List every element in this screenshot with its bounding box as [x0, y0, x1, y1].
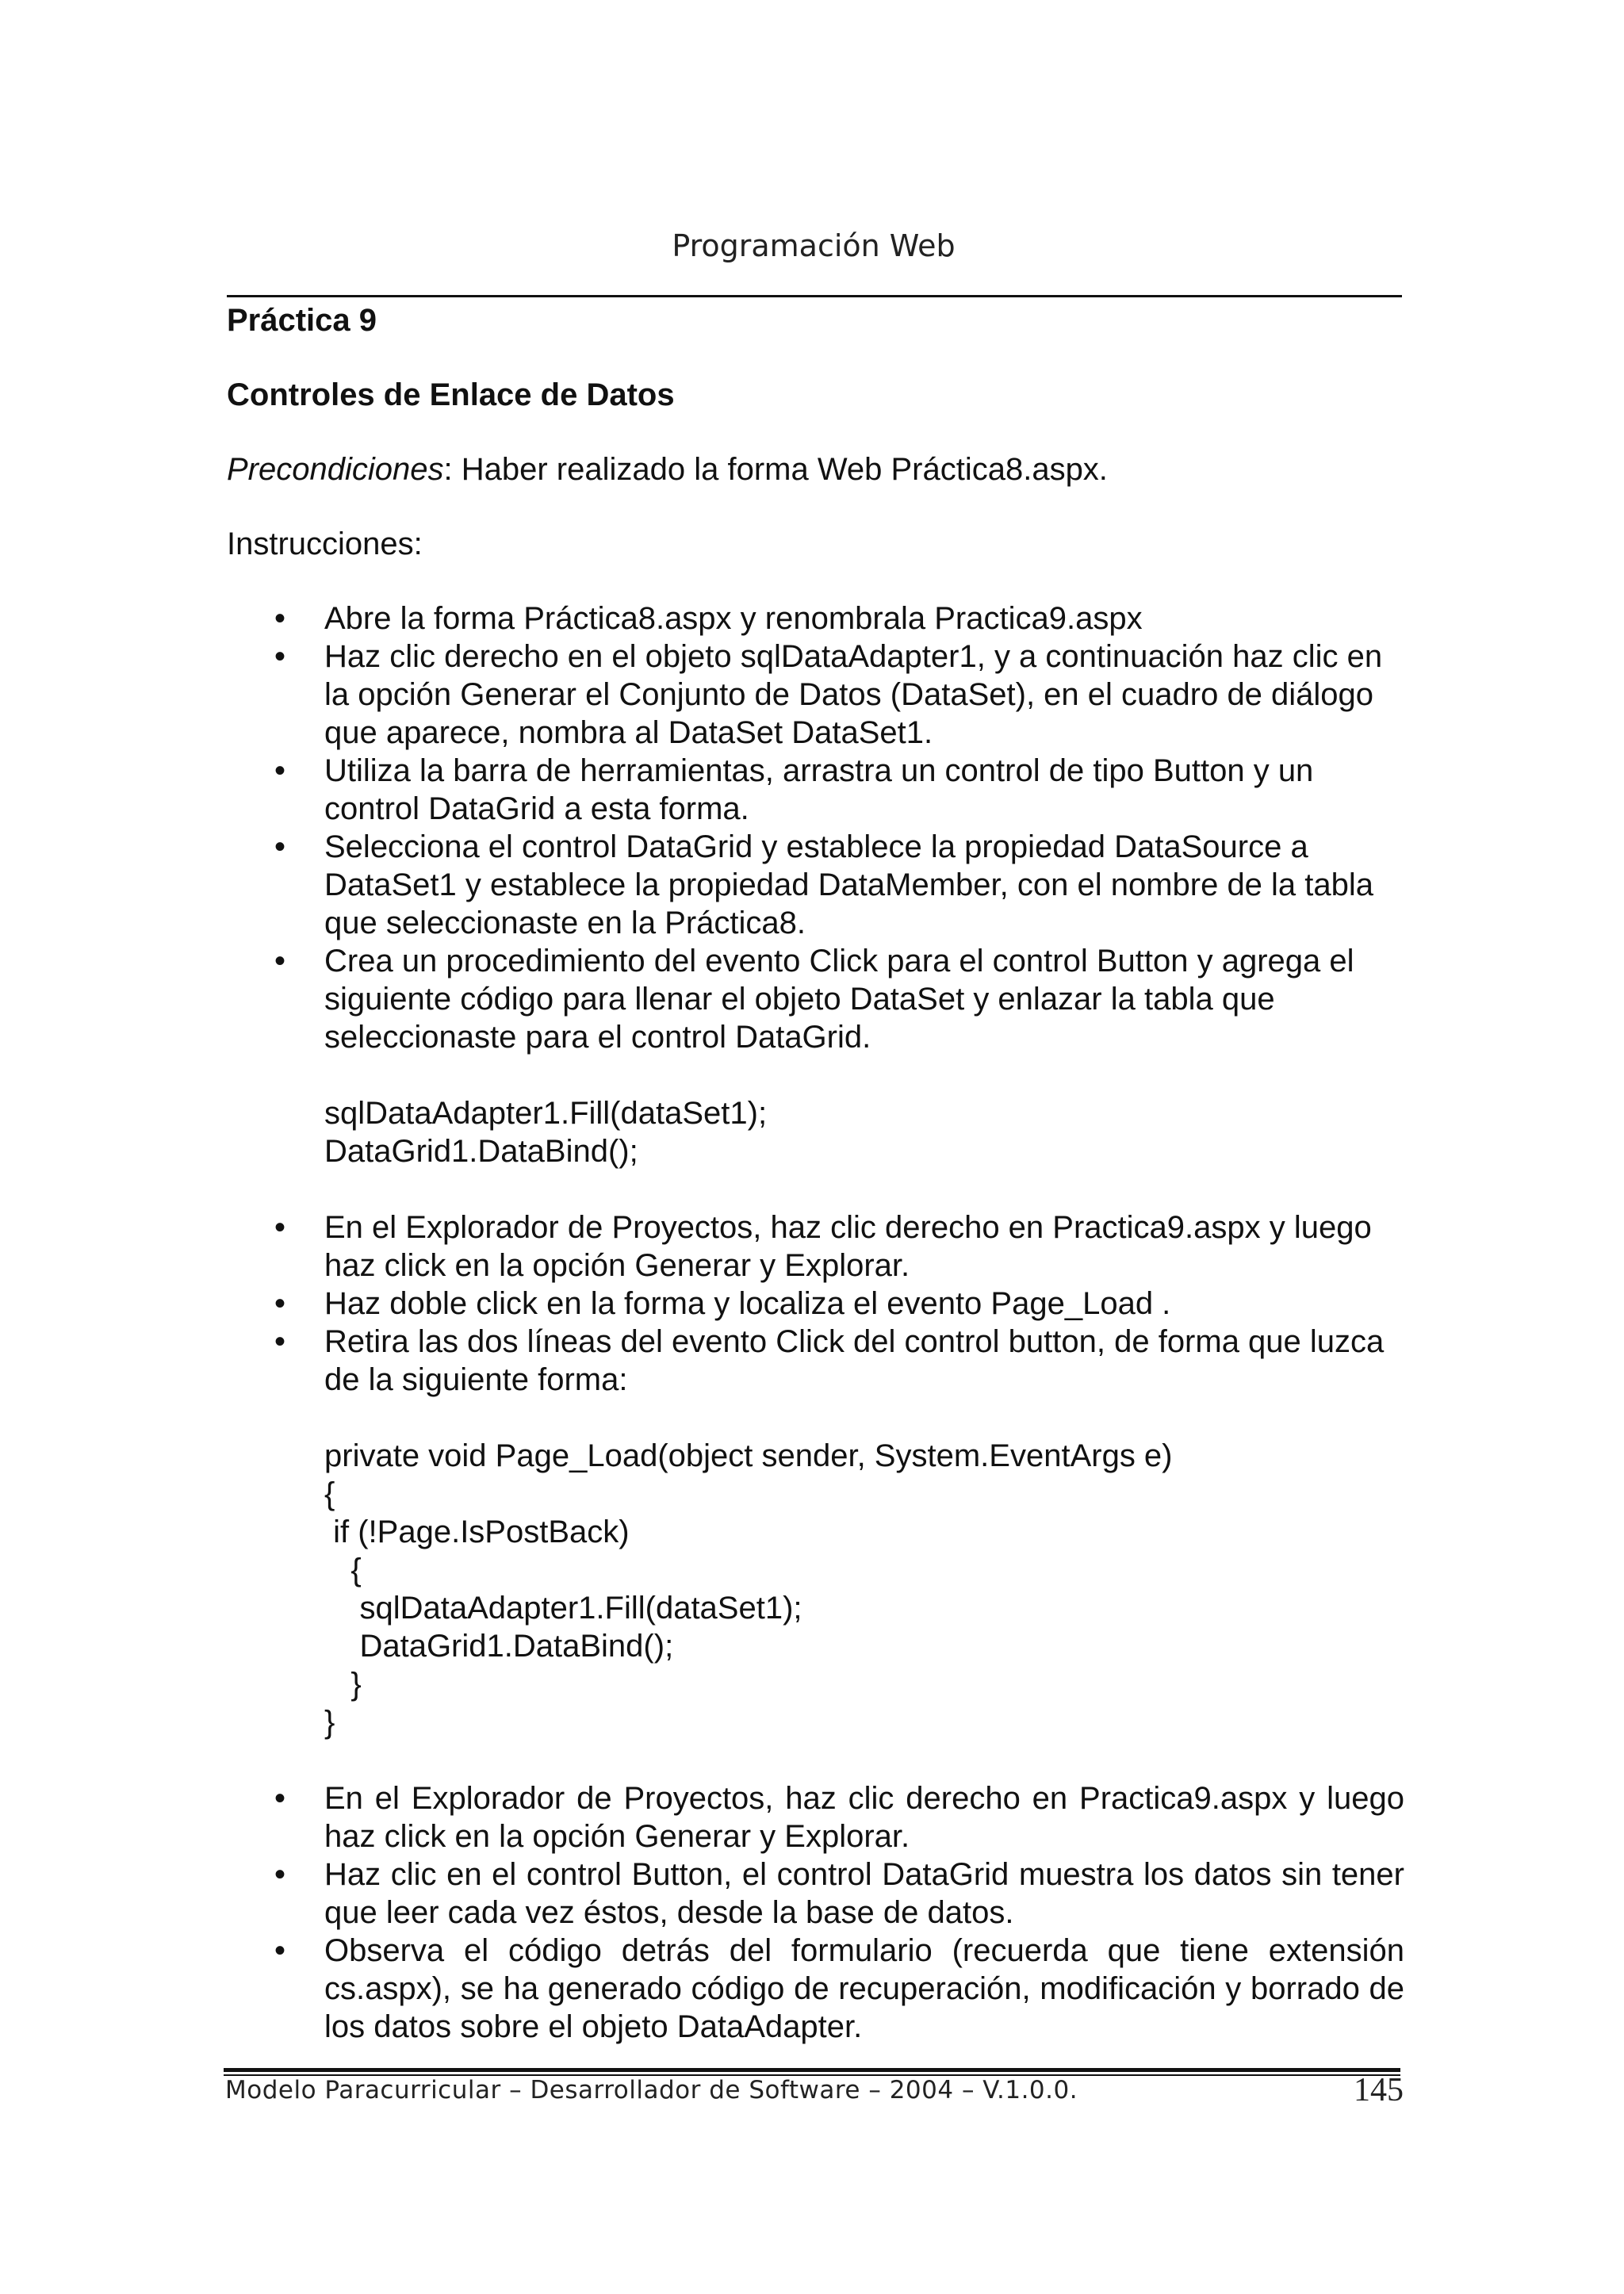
bullet-icon: • — [274, 1210, 286, 1245]
list-item-text: En el Explorador de Proyectos, haz clic derecho en Practica9.aspx y luego haz click en la opción Generar y Explorar. — [324, 1781, 1404, 1854]
preconditions-text: : Haber realizado la forma Web Práctica8.aspx. — [443, 452, 1108, 487]
list-item-text: En el Explorador de Proyectos, haz clic derecho en Practica9.aspx y luego haz click en la opción Generar y Explorar. — [324, 1210, 1372, 1283]
list-item — [227, 1285, 1404, 1323]
bullet-icon: • — [274, 1324, 286, 1359]
bullet-icon: • — [274, 1933, 286, 1968]
list-item-text: Observa el código detrás del formulario (recuerda que tiene extensión cs.aspx), se ha generado código de recuperación, modificación y borrado de los datos sobre el objeto DataAdapter. — [324, 1933, 1404, 2044]
list-item — [227, 1932, 1404, 2046]
steps-list-2 — [227, 1208, 1404, 1399]
footer-rule — [224, 2068, 1400, 2072]
list-item-text: Selecciona el control DataGrid y establece la propiedad DataSource a DataSet1 y establece la propiedad DataMember, con el nombre de la tabla que seleccionaste en la Práctica8. — [324, 829, 1374, 940]
practice-title: Práctica 9 — [227, 303, 377, 338]
list-item-text: Utiliza la barra de herramientas, arrastra un control de tipo Button y un control DataGrid a esta forma. — [324, 753, 1314, 826]
page-content — [227, 298, 1404, 2046]
list-item-text: Haz clic derecho en el objeto sqlDataAdapter1, y a continuación haz clic en la opción Generar el Conjunto de Datos (DataSet), en el cuadro de diálogo que aparece, nombra al DataSet DataSet1. — [324, 639, 1383, 750]
page-number: 145 — [1354, 2072, 1404, 2108]
list-item — [227, 638, 1404, 752]
steps-list-1 — [227, 599, 1404, 1056]
list-item — [227, 1779, 1404, 1855]
steps-list-3 — [227, 1779, 1404, 2046]
footer-text: Modelo Paracurricular – Desarrollador de Software – 2004 – V.1.0.0. — [225, 2076, 1078, 2104]
list-item — [227, 942, 1404, 1056]
preconditions-label: Precondiciones — [227, 452, 444, 487]
list-item-text: Haz doble click en la forma y localiza el evento Page_Load . — [324, 1286, 1171, 1321]
bullet-icon: • — [274, 639, 286, 674]
bullet-icon: • — [274, 1857, 286, 1892]
section-title: Controles de Enlace de Datos — [227, 377, 675, 412]
list-item — [227, 599, 1404, 638]
running-header: Programación Web — [672, 228, 956, 263]
header-rule — [227, 295, 1402, 297]
bullet-icon: • — [274, 829, 286, 864]
bullet-icon: • — [274, 753, 286, 788]
list-item — [227, 828, 1404, 942]
instructions-label: Instrucciones: — [227, 527, 423, 561]
list-item-text: Crea un procedimiento del evento Click para el control Button y agrega el siguiente código para llenar el objeto DataSet y enlazar la tabla que seleccionaste para el control DataGrid. — [324, 944, 1354, 1055]
bullet-icon: • — [274, 601, 286, 636]
bullet-icon: • — [274, 1286, 286, 1321]
bullet-icon: • — [274, 944, 286, 978]
preconditions — [227, 450, 1404, 488]
code-block-fill: sqlDataAdapter1.Fill(dataSet1); DataGrid1.DataBind(); — [324, 1096, 768, 1169]
list-item-text: Abre la forma Práctica8.aspx y renombrala Practica9.aspx — [324, 601, 1143, 636]
list-item — [227, 1855, 1404, 1932]
list-item-text: Haz clic en el control Button, el control DataGrid muestra los datos sin tener que leer cada vez éstos, desde la base de datos. — [324, 1857, 1404, 1930]
list-item-text: Retira las dos líneas del evento Click del control button, de forma que luzca de la siguiente forma: — [324, 1324, 1385, 1397]
list-item — [227, 752, 1404, 828]
list-item — [227, 1208, 1404, 1285]
list-item — [227, 1323, 1404, 1399]
bullet-icon: • — [274, 1781, 286, 1816]
code-block-page-load: private void Page_Load(object sender, System.EventArgs e) { if (!Page.IsPostBack) { sqlDataAdapter1.Fill(dataSet1); DataGrid1.DataBind(); } } — [324, 1438, 1173, 1740]
